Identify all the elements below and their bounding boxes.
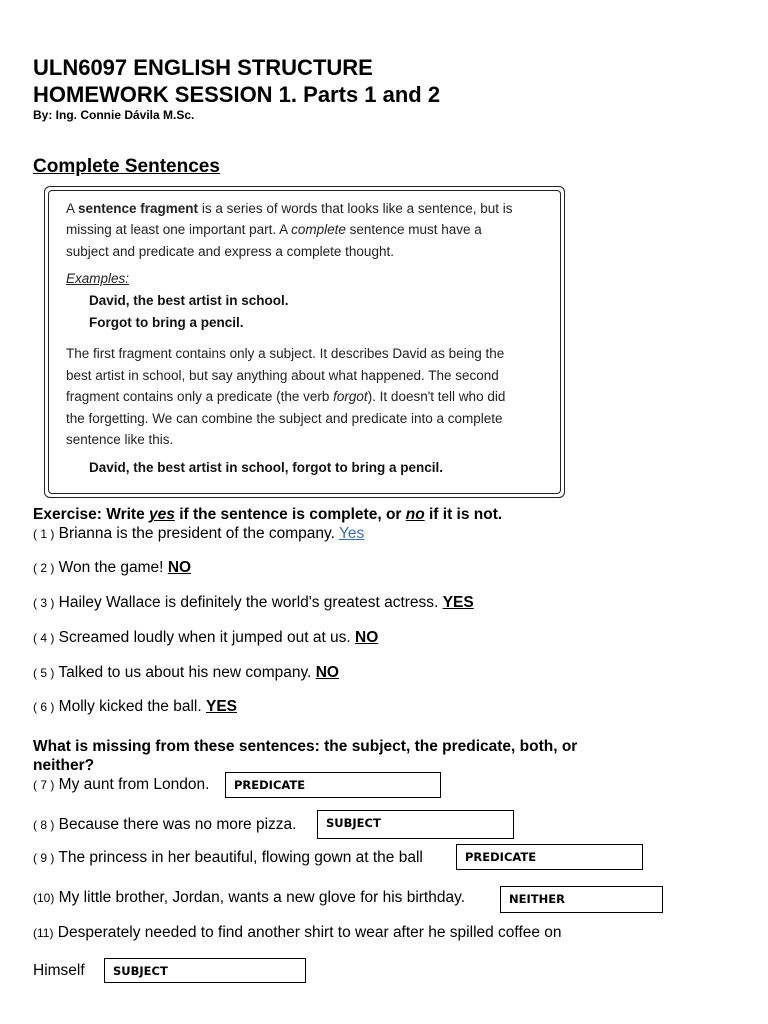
example-sentence: David, the best artist in school, forgot to bring a pencil. [89, 460, 444, 475]
exercise-item [33, 698, 237, 716]
item-answer[interactable]: Yes [338, 525, 365, 542]
text-run: A [66, 201, 79, 216]
item-sentence-continued: Himself [33, 962, 85, 979]
item-sentence: Desperately needed to find another shirt to wear after he spilled coffee on [57, 924, 562, 941]
item-sentence: My little brother, Jordan, wants a new glove for his birthday. [58, 889, 466, 906]
item-sentence: Won the game! [58, 559, 164, 576]
text-run: missing at least one important part. A [66, 222, 292, 237]
exercise-item [33, 776, 209, 794]
text-run: is a series of words that looks like a sentence, but is [198, 201, 513, 216]
author-line: By: Ing. Connie Dávila M.Sc. [33, 108, 195, 122]
keyword-no: no [405, 506, 425, 523]
keyword-yes: yes [149, 506, 175, 523]
item-sentence: My aunt from London. [58, 776, 210, 793]
item-answer: NO [355, 629, 379, 646]
document-subtitle: HOMEWORK SESSION 1. Parts 1 and 2 [33, 82, 441, 107]
answer-field[interactable]: SUBJECT [317, 810, 514, 839]
answer-field[interactable]: SUBJECT [104, 958, 306, 983]
item-number: (10) [33, 891, 55, 905]
exercise-item [33, 629, 378, 647]
text-run: fragment contains only a predicate (the verb [66, 389, 334, 404]
explanation-line: sentence like this. [66, 432, 174, 447]
answer-field[interactable]: PREDICATE [456, 844, 643, 870]
exercise1-instructions [33, 506, 502, 524]
item-number: ( 6 ) [33, 700, 55, 714]
item-sentence: Screamed loudly when it jumped out at us. [58, 629, 351, 646]
item-number: ( 2 ) [33, 561, 55, 575]
exercise-item [33, 594, 474, 612]
exercise-item [33, 849, 423, 867]
item-sentence: Hailey Wallace is definitely the world's greatest actress. [58, 594, 439, 611]
text-run: if the sentence is complete, or [174, 506, 406, 523]
term-sentence-fragment: sentence fragment [78, 201, 199, 216]
item-sentence: Talked to us about his new company. [58, 664, 312, 681]
examples-label: Examples: [66, 271, 130, 286]
answer-field[interactable]: NEITHER [500, 886, 663, 913]
term-complete: complete [291, 222, 346, 237]
exercise-item [33, 525, 364, 543]
explanation-line: best artist in school, but say anything about what happened. The second [66, 368, 499, 383]
item-sentence: Brianna is the president of the company. [58, 525, 335, 542]
text-run: if it is not. [424, 506, 503, 523]
example-sentence: Forgot to bring a pencil. [89, 315, 244, 330]
item-answer: NO [167, 559, 192, 576]
item-answer: NO [315, 664, 339, 681]
item-answer: YES [442, 594, 474, 611]
item-number: ( 8 ) [33, 818, 55, 832]
exercise2-instructions-cont: neither? [33, 757, 95, 774]
text-run: ). It doesn't tell who did [367, 389, 506, 404]
exercise-item [33, 816, 296, 834]
exercise2-instructions: What is missing from these sentences: the subject, the predicate, both, or [33, 738, 578, 755]
explanation-line: subject and predicate and express a complete thought. [66, 244, 394, 259]
term-forgot: forgot [333, 389, 368, 404]
item-number: (11) [33, 926, 54, 940]
explanation-line [66, 222, 482, 237]
item-number: ( 1 ) [33, 527, 55, 541]
item-answer: YES [205, 698, 237, 715]
item-number: ( 3 ) [33, 596, 55, 610]
item-sentence: The princess in her beautiful, flowing gown at the ball [58, 849, 423, 866]
exercise-item [33, 924, 562, 942]
answer-field[interactable]: PREDICATE [225, 772, 441, 798]
explanation-line: The first fragment contains only a subject. It describes David as being the [66, 346, 505, 361]
item-number: ( 7 ) [33, 778, 55, 792]
section-title: Complete Sentences [33, 156, 220, 177]
item-sentence: Molly kicked the ball. [58, 698, 202, 715]
explanation-line: the forgetting. We can combine the subject and predicate into a complete [66, 411, 503, 426]
example-sentence: David, the best artist in school. [89, 293, 289, 308]
text-run: sentence must have a [345, 222, 482, 237]
item-number: ( 5 ) [33, 666, 55, 680]
exercise-item [33, 889, 465, 907]
exercise-item [33, 664, 339, 682]
explanation-line [66, 201, 512, 216]
exercise-item [33, 559, 191, 577]
item-number: ( 4 ) [33, 631, 55, 645]
document-title: ULN6097 ENGLISH STRUCTURE [33, 55, 373, 80]
text-run: Exercise: Write [33, 506, 150, 523]
explanation-line [66, 389, 505, 404]
item-number: ( 9 ) [33, 851, 55, 865]
item-sentence: Because there was no more pizza. [58, 816, 297, 833]
